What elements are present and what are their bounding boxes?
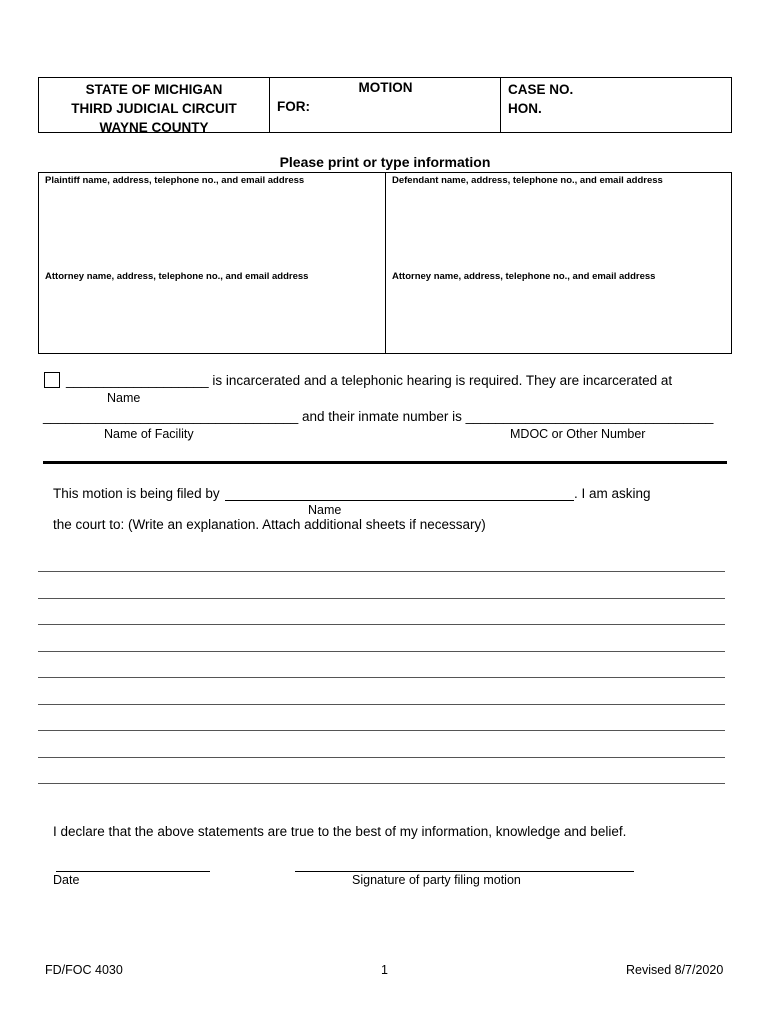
revision-date: Revised 8/7/2020 xyxy=(626,963,724,977)
inmate-number-caption: MDOC or Other Number xyxy=(510,427,646,441)
signature-line[interactable] xyxy=(295,871,634,872)
court-state: STATE OF MICHIGAN xyxy=(85,82,223,97)
explanation-line[interactable] xyxy=(38,677,725,678)
court-info xyxy=(39,78,270,135)
plaintiff-label: Plaintiff name, address, telephone no., and email address xyxy=(45,175,305,186)
case-number-cell xyxy=(501,78,731,132)
explanation-line[interactable] xyxy=(38,598,725,599)
page-number: 1 xyxy=(381,963,388,977)
court-circuit: THIRD JUDICIAL CIRCUIT xyxy=(71,101,237,116)
incarceration-line-1: ___________________ is incarcerated and a telephonic hearing is required. They are incarcerated at xyxy=(66,373,673,388)
date-line[interactable] xyxy=(56,871,210,872)
explanation-line[interactable] xyxy=(38,730,725,731)
explanation-line[interactable] xyxy=(38,757,725,758)
form-id: FD/FOC 4030 xyxy=(45,963,123,977)
section-divider xyxy=(43,461,727,464)
declaration-statement: I declare that the above statements are true to the best of my information, knowledge and belief. xyxy=(53,824,627,839)
explanation-line[interactable] xyxy=(38,571,725,572)
defendant-label: Defendant name, address, telephone no., and email address xyxy=(392,175,663,186)
explanation-instruction: the court to: (Write an explanation. Attach additional sheets if necessary) xyxy=(53,517,486,532)
defendant-attorney-label: Attorney name, address, telephone no., and email address xyxy=(392,271,656,282)
facility-caption: Name of Facility xyxy=(104,427,194,441)
explanation-line[interactable] xyxy=(38,651,725,652)
filed-by-prefix: This motion is being filed by xyxy=(53,486,220,501)
filed-by-name-caption: Name xyxy=(308,503,342,517)
filed-by-name-line[interactable] xyxy=(225,500,574,501)
hon-label: HON. xyxy=(508,101,542,116)
incarcerated-checkbox[interactable] xyxy=(44,372,60,388)
for-label: FOR: xyxy=(277,99,310,114)
case-header-table xyxy=(38,77,732,133)
party-box-divider xyxy=(385,173,386,353)
explanation-line[interactable] xyxy=(38,704,725,705)
plaintiff-attorney-label: Attorney name, address, telephone no., and email address xyxy=(45,271,309,282)
instructions-heading: Please print or type information xyxy=(279,154,491,170)
filed-by-suffix: . I am asking xyxy=(574,486,651,501)
explanation-line[interactable] xyxy=(38,624,725,625)
explanation-line[interactable] xyxy=(38,783,725,784)
incarceration-line-2: __________________________________ and their inmate number is _________________________________ xyxy=(43,409,714,424)
court-county: WAYNE COUNTY xyxy=(99,120,209,135)
case-no-label: CASE NO. xyxy=(508,82,574,97)
motion-title-cell xyxy=(270,78,501,132)
incarcerated-name-caption: Name xyxy=(107,391,141,405)
party-info-box xyxy=(38,172,732,354)
form-title: MOTION xyxy=(358,80,413,95)
signature-caption: Signature of party filing motion xyxy=(352,873,521,887)
date-caption: Date xyxy=(53,873,80,887)
